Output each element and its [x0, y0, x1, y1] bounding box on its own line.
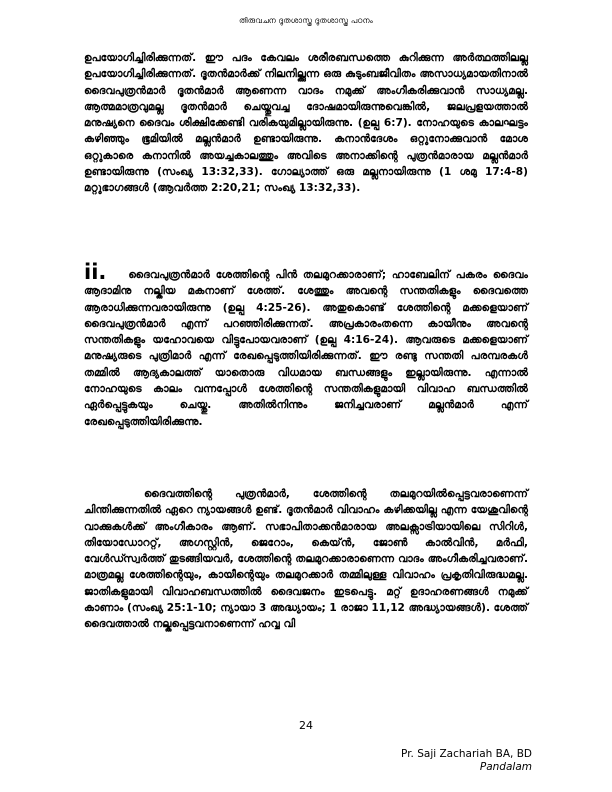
paragraph-3-text: ദൈവത്തിന്റെ പുത്രൻമാർ, ശേത്തിന്റെ തലമുറയിൽപ്പെട്ടവരാണെന്ന് ചിന്തിക്കുന്നതിൽ ഏറെ ന്യായങ്ങൾ ഉണ്ട്. ദൂതൻമാർ വിവാഹം കഴിക്കയില്ല എന്ന യേശുവിന്റെ വാക്കുകൾക്ക് അംഗീകാരം ആണ്. സഭാപിതാക്കൻമാരായ അലക്സാട്രിയായിലെ സിറിൾ, തിയോഡോററ്റ്, അഗസ്റ്റിൻ, ജെറോം, കെയ്ൻ, ജോൺ കാൽവിൻ, മർഫി, വേൾഡ്സ്വർത്ത് തുടങ്ങിയവർ, ശേത്തിന്റെ തലമുറക്കാരാണെന്ന വാദം അംഗീകരിച്ചവരാണ്. മാത്രമല്ല ശേത്തിന്റെയും, കായീന്റെയും തലമുറക്കാർ തമ്മിലുള്ള വിവാഹം പ്രകൃതിവിരുദ്ധമല്ല. ജാതികളുമായി വിവാഹബന്ധത്തിൽ ദൈവജനം ഇടപെട്ടു. മറ്റ് ഉദാഹരണങ്ങൾ നമുക്ക് കാണാം (സംഖ്യ 25:1-10; ന്യായാ 3 അദ്ധ്യായം; 1 രാജാ 11,12 അദ്ധ്യായങ്ങൾ). ശേത്ത് ദൈവത്താൽ നല്കപ്പെട്ടവനാണെന്ന് ഹവ്വ വി [84, 488, 528, 631]
section-marker: ii. [84, 260, 107, 284]
paragraph-1-text: ഉപയോഗിച്ചിരിക്കുന്നത്. ഈ പദം കേവലം ശരീരബന്ധത്തെ കുറിക്കുന്ന അർത്ഥത്തിലല്ല ഉപയോഗിച്ചിരിക്കുന്നത്. ദൂതൻമാർക്ക് നിലനില്ക്കുന്ന ഒരു കുടുംബജീവിതം അസാധ്യമായതിനാൽ ദൈവപുത്രൻമാർ ദൂതൻമാർ ആണെന്ന വാദം നമുക്ക് അംഗീകരിക്കുവാൻ സാധ്യമല്ല. ആത്മമാത്രവുമല്ല ദൂതൻമാർ ചെയ്തുവച്ച ദോഷമായിരുന്നുവെങ്കിൽ, ജലപ്രളയത്താൽ മനുഷ്യനെ ദൈവം ശിക്ഷിക്കേണ്ടി വരികയുമില്ലായിരുന്നു. (ഉല്പ 6:7). നോഹയുടെ കാലഘട്ടം കഴിഞ്ഞും ഭൂമിയിൽ മല്ലൻമാർ ഉണ്ടായിരുന്നു. കനാൻദേശം ഒറ്റുനോക്കുവാൻ മോശ ഒറ്റുകാരെ കനാനിൽ അയച്ചകാലത്തും അവിടെ അനാക്കിന്റെ പുത്രൻമാരായ മല്ലൻമാർ ഉണ്ടായിരുന്നു (സംഖ്യ 13:32,33). ഗോല്യാത്ത് ഒരു മല്ലനായിരുന്നു (1 ശമു 17:4-8) മറ്റുഭാഗങ്ങൾ (ആവർത്ത 2:20,21; സംഖ്യ 13:32,33). [84, 52, 528, 195]
page-number: 24 [299, 719, 313, 732]
author-name: Pr. Saji Zachariah BA, BD [401, 748, 532, 760]
paragraph-2 [84, 260, 528, 430]
running-header: തിരുവചന ദൂതശാസ്ത്ര ദൂതശാസ്ത്ര പഠനം [239, 16, 373, 25]
paragraph-2-text: ദൈവപുത്രൻമാർ ശേത്തിന്റെ പിൻ തലമുറക്കാരാണ്; ഹാബേലിന് പകരം ദൈവം ആദാമിനു നല്കിയ മകനാണ് ശേത്ത്. ശേത്തും അവന്റെ സന്തതികളും ദൈവത്തെ ആരാധിക്കുന്നവരായിരുന്നു (ഉല്പ 4:25-26). അതുകൊണ്ട് ശേത്തിന്റെ മക്കളെയാണ് ദൈവപുത്രൻമാർ എന്ന് പറഞ്ഞിരിക്കുന്നത്. അപ്രകാരംതന്നെ കായീനും അവന്റെ സന്തതികളും യഹോവയെ വിട്ടുപോയവരാണ് (ഉല്പ 4:16-24). ആവരുടെ മക്കളെയാണ് മനുഷ്യരുടെ പുത്രിമാർ എന്ന് രേഖപ്പെടുത്തിയിരിക്കുന്നത്. ഈ രണ്ടു സന്തതി പരമ്പരകൾ തമ്മിൽ ആദ്യകാലത്ത് യാതൊരു വിധമായ ബന്ധങ്ങളും ഇല്ലായിരുന്നു. എന്നാൽ നോഹയുടെ കാലം വന്നപ്പോൾ ശേത്തിന്റെ സന്തതികളുമായി വിവാഹ ബന്ധത്തിൽ ഏർപ്പെട്ടുകയും ചെയ്തു. അതിൽനിന്നും ജനിച്ചവരാണ് മല്ലൻമാർ എന്ന് രേഖപ്പെടുത്തിയിരിക്കുന്നു. [84, 269, 528, 428]
paragraph-1 [84, 50, 528, 197]
author-block [401, 748, 532, 774]
author-place: Pandalam [479, 761, 532, 773]
paragraph-3 [84, 486, 528, 633]
